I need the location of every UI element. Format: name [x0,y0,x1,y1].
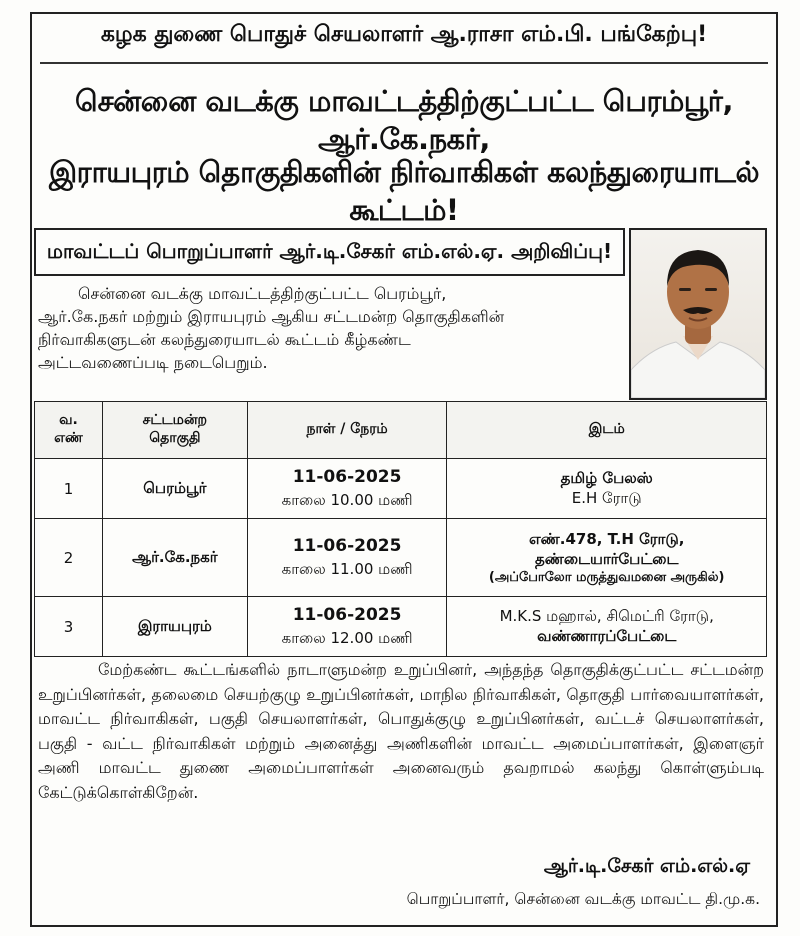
divider [40,62,768,64]
constituency-name: பெரம்பூர் [102,459,247,519]
signatory-name: ஆர்.டி.சேகர் எம்.எல்.ஏ [543,855,750,877]
table-header-row [35,402,767,459]
venue: M.K.S மஹால், சிமெட்ரி ரோடு, வண்ணாரப்பேட்டை [447,597,767,657]
intro-paragraph: சென்னை வடக்கு மாவட்டத்திற்குட்பட்ட பெரம்பூர், ஆர்.கே.நகர் மற்றும் இராயபுரம் ஆகிய சட்டமன்ற தொகுதிகளின் நிர்வாகிகளுடன் கலந்துரையாடல் கூட்டம் கீழ்கண்ட அட்டவணைப்படி நடைபெறும். [38,284,505,372]
serial-number: 3 [35,597,103,657]
table-row [35,597,767,657]
closing-paragraph: மேற்கண்ட கூட்டங்களில் நாடாளுமன்ற உறுப்பினர், அந்தந்த தொகுதிக்குட்பட்ட சட்டமன்ற உறுப்பினர்கள், தலைமை செயற்குழு உறுப்பினர்கள், மாநில நிர்வாகிகள், தொகுதி பார்வையாளர்கள், மாவட்ட நிர்வாகிகள், பகுதி செயலாளர்கள், பொதுக்குழு உறுப்பினர்கள், வட்டச் செயலாளர்கள், பகுதி - வட்ட நிர்வாகிகள் மற்றும் அனைத்து அணிகளின் மாவட்ட அமைப்பாளர்கள், இளைஞர் அணி மாவட்ட துணை அமைப்பாளர்கள் அனைவரும் தவறாமல் கலந்து கொள்ளும்படி கேட்டுக்கொள்கிறேன். [38,660,764,802]
venue: எண்.478, T.H ரோடு, தண்டையார்பேட்டை (அப்போலோ மருத்துவமனை அருகில்) [447,519,767,597]
serial-number-header: வ. எண் [35,402,103,459]
venue: தமிழ் பேலஸ் E.H ரோடு [447,459,767,519]
main-title-line1: சென்னை வடக்கு மாவட்டத்திற்குட்பட்ட பெரம்பூர், ஆர்.கே.நகர், [75,84,733,156]
constituency-header: சட்டமன்ற தொகுதி [102,402,247,459]
announcement-box [34,228,625,276]
person-portrait-icon [631,230,765,398]
constituency-name: இராயபுரம் [102,597,247,657]
announcement-title: மாவட்டப் பொறுப்பாளர் ஆர்.டி.சேகர் எம்.எல்.ஏ. அறிவிப்பு! [46,238,613,263]
constituency-name: ஆர்.கே.நகர் [102,519,247,597]
signatory-role: பொறுப்பாளர், சென்னை வடக்கு மாவட்ட தி.மு.க. [406,890,760,908]
top-headline: கழக துணை பொதுச் செயலாளர் ஆ.ராசா எம்.பி. பங்கேற்பு! [100,22,708,47]
portrait-photo [629,228,767,400]
table-row [35,459,767,519]
venue-header: இடம் [447,402,767,459]
date-time: 11-06-2025 காலை 11.00 மணி [247,519,447,597]
date-time: 11-06-2025 காலை 10.00 மணி [247,459,447,519]
serial-number: 2 [35,519,103,597]
table-row [35,519,767,597]
date-time: 11-06-2025 காலை 12.00 மணி [247,597,447,657]
serial-number: 1 [35,459,103,519]
schedule-table [34,401,767,657]
main-title-line2: இராயபுரம் தொகுதிகளின் நிர்வாகிகள் கலந்துரையாடல் கூட்டம்! [48,155,760,227]
datetime-header: நாள் / நேரம் [247,402,447,459]
